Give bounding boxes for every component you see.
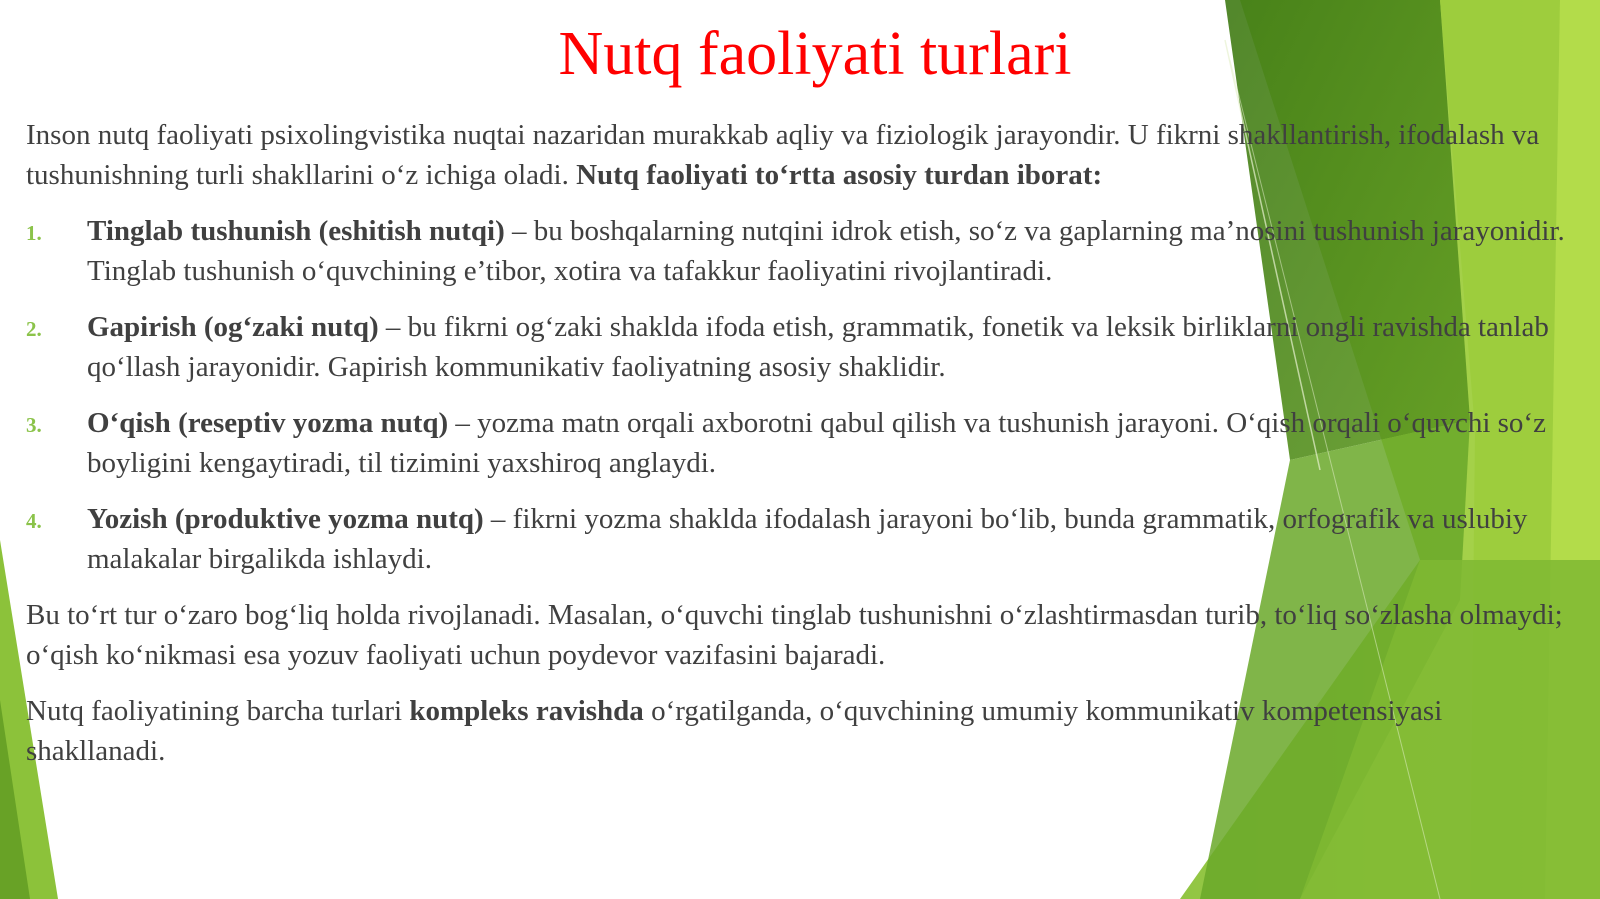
activity-types-list [26, 211, 1586, 579]
list-item-number: 1. [26, 221, 42, 245]
list-item-text: – bu boshqalarning nutqini idrok etish, so‘z va gaplarning ma’nosini tushunish jarayonidir. Tinglab tushunish o‘quvchining e’tibor, xotira va tafakkur faoliyatini rivojlantiradi. [87, 215, 1565, 287]
conclusion-text-start: Nutq faoliyatining barcha turlari [26, 695, 410, 727]
list-item [26, 307, 1586, 387]
list-item-heading: Gapirish (og‘zaki nutq) [87, 311, 379, 343]
list-item-number: 4. [26, 509, 42, 533]
conclusion-bold-text: kompleks ravishda [409, 695, 644, 727]
summary-paragraph: Bu to‘rt tur o‘zaro bog‘liq holda rivojlanadi. Masalan, o‘quvchi tinglab tushunishni o‘zlashtirmasdan turib, to‘liq so‘zlasha olmaydi; o‘qish ko‘nikmasi esa yozuv faoliyati uchun poydevor vazifasini bajaradi. [26, 599, 1563, 671]
intro-text: Inson nutq faoliyati psixolingvistika nuqtai nazaridan murakkab aqliy va fiziologik jarayondir. U fikrni shakllantirish, ifodalash va tushunishning turli shakllarini o‘z ichiga oladi. [26, 119, 1540, 191]
slide-title: Nutq faoliyati turlari [558, 20, 1072, 88]
list-item-text: – yozma matn orqali axborotni qabul qilish va tushunish jarayoni. O‘qish orqali o‘quvchi so‘z boyligini kengaytiradi, til tizimini yaxshiroq anglaydi. [87, 407, 1546, 479]
intro-bold-text: Nutq faoliyati to‘rtta asosiy turdan iborat: [576, 159, 1103, 191]
conclusion-paragraph [26, 691, 1586, 771]
list-item [26, 403, 1586, 483]
list-item-heading: Tinglab tushunish (eshitish nutqi) [87, 215, 505, 247]
list-item-number: 3. [26, 413, 42, 437]
slide-body [26, 115, 1586, 787]
list-item [26, 499, 1586, 579]
intro-paragraph [26, 115, 1586, 195]
list-item-text: – bu fikrni og‘zaki shaklda ifoda etish, grammatik, fonetik va leksik birliklarni ongli ravishda tanlab qo‘llash jarayonidir. Gapirish kommunikativ faoliyatning asosiy shaklidir. [87, 311, 1549, 383]
list-item-heading: O‘qish (reseptiv yozma nutq) [87, 407, 449, 439]
conclusion-text-end: o‘rgatilganda, o‘quvchining umumiy kommunikativ kompetensiyasi shakllanadi. [26, 695, 1443, 767]
list-item-heading: Yozish (produktive yozma nutq) [87, 503, 484, 535]
list-item-number: 2. [26, 317, 42, 341]
list-item [26, 211, 1586, 291]
list-item-text: – fikrni yozma shaklda ifodalash jarayoni bo‘lib, bunda grammatik, orfografik va uslubiy malakalar birgalikda ishlaydi. [87, 503, 1528, 575]
